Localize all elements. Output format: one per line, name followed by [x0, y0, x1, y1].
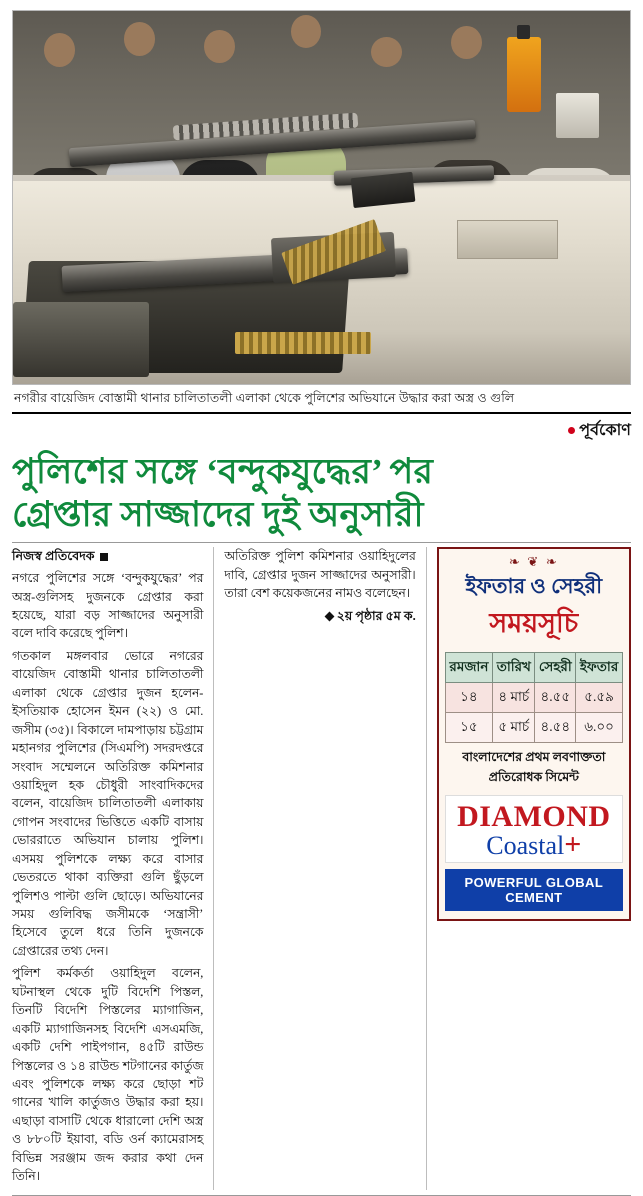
- photo-person-head: [124, 22, 155, 56]
- iftar-schedule-ad[interactable]: [437, 547, 631, 921]
- brand-tagline: POWERFUL GLOBAL CEMENT: [445, 869, 623, 911]
- article-column-2: [224, 547, 415, 1189]
- bullet-icon: [568, 427, 575, 434]
- table-header-cell: রমজান: [445, 653, 492, 683]
- column-divider: [426, 547, 427, 1189]
- photo-caption: নগরীর বায়েজিদ বোস্তামী থানার চালিতাতলী এলাকা থেকে পুলিশের অভিযানে উদ্ধার করা অস্ত্র ও গুলি: [14, 391, 515, 405]
- article-columns: [12, 547, 631, 1189]
- advertisement-column: [437, 547, 631, 1189]
- table-cell: ৪.৫৪: [535, 713, 576, 743]
- article-jump-line: [224, 607, 415, 626]
- news-photo: [12, 10, 631, 385]
- photo-scene: [13, 11, 630, 384]
- byline-square-icon: [100, 553, 108, 561]
- photo-person-head: [371, 37, 402, 67]
- article-paragraph: নগরে পুলিশের সঙ্গে ‘বন্দুকযুদ্ধের’ পর অস্ত্র-গুলিসহ দুজনকে গ্রেপ্তার করা হয়েছে, যারা বড় সাজ্জাদের অনুসারী বলে দাবি করেছে পুলিশ।: [12, 571, 204, 641]
- table-cell: ১৪: [445, 683, 492, 713]
- photo-dark-mat: [13, 302, 149, 377]
- article-paragraph: পুলিশ কর্মকর্তা ওয়াহিদুল বলেন, ঘটনাস্থল থেকে দুটি বিদেশি পিস্তল, তিনটি বিদেশি পিস্তলের ম্যাগাজিন, একটি ম্যাগাজিনসহ বিদেশি এসএমজি, একটি দেশি পাইপগান, ৪৫টি রাউন্ড পিস্তলের ও ১৪ রাউন্ড শটগানের কার্তুজ এবং পুলিশকে লক্ষ্য করে ছোড়া শট গানের খালি কার্তুজও উদ্ধার করা হয়। এছাড়া বাসাটি থেকে ধারালো দেশি অস্ত্র ও ৮৮০টি ইয়াবা, বডি ওর্ন ক্যামেরাসহ বিভিন্ন সরঞ্জাম জব্দ করার কথা দেন তিনি।: [12, 966, 204, 1184]
- brand-name-line-2: [450, 830, 618, 860]
- photo-container: [556, 93, 599, 138]
- photo-credit: পূর্বকোণ: [579, 422, 631, 439]
- page-bottom-rule: [12, 1195, 631, 1196]
- brand-logo[interactable]: [445, 795, 623, 863]
- ornament-icon: ❧ ❦ ❧: [508, 554, 559, 570]
- photo-bullets: [235, 332, 371, 354]
- table-row: [445, 683, 622, 713]
- table-header-row: [445, 653, 622, 683]
- iftar-table: [445, 652, 623, 743]
- photo-caption-band: [12, 385, 631, 414]
- table-header-cell: তারিখ: [493, 653, 535, 683]
- photo-bottle: [507, 37, 541, 112]
- ad-title-primary: ইফতার ও সেহরী: [465, 574, 603, 599]
- brand-plus-icon: +: [564, 828, 582, 862]
- page-title: [12, 451, 631, 536]
- photo-person-head: [44, 33, 75, 67]
- byline-text: নিজস্ব প্রতিবেদক: [12, 549, 95, 564]
- table-header-cell: ইফতার: [576, 653, 623, 683]
- photo-credit-row: [12, 417, 631, 444]
- jump-text: ২য় পৃষ্ঠার ৫ম ক.: [336, 608, 416, 623]
- table-cell: ১৫: [445, 713, 492, 743]
- ad-title-secondary: সময়সূচি: [489, 608, 579, 639]
- table-row: [445, 713, 622, 743]
- headline-line-2: গ্রেপ্তার সাজ্জাদের দুই অনুসারী: [12, 494, 424, 534]
- ad-subtitle: বাংলাদেশের প্রথম লবণাক্ততা প্রতিরোধক সিমেন্ট: [462, 750, 606, 785]
- headline-divider: [12, 542, 631, 543]
- photo-person-head: [451, 26, 482, 60]
- article-paragraph: অতিরিক্ত পুলিশ কমিশনার ওয়াহিদুলের দাবি, গ্রেপ্তার দুজন সাজ্জাদের অনুসারী। তারা বেশ কয়েকজনের নামও বলেছেন।: [224, 549, 416, 601]
- article-paragraph: গতকাল মঙ্গলবার ভোরে নগরের বায়েজিদ বোস্তামী থানার চালিতাতলী এলাকা থেকে গ্রেপ্তার দুজন হলেন- ইসতিয়াক হোসেন ইমন (২২) ও মো. জসীম (৩৫)। বিকালে দামপাড়ায় চট্টগ্রাম মহানগর পুলিশের (সিএমপি) সদরদপ্তরে সংবাদ সম্মেলনে অতিরিক্ত কমিশনার ওয়াহিদুল হক চৌধুরী সাংবাদিকদের বলেন, বায়েজিদ চালিতাতলী এলাকায় গোপন সংবাদের ভিত্তিতে একটি বাসায় ভোররাতে অভিযান চালায় পুলিশ। এসময় পুলিশকে লক্ষ্য করে বাসার ভেতরতে থাকা ব্যক্তিরা গুলি ছুঁড়লে পুলিশও পাল্টা গুলি ছোড়ে। অভিযানের সময় গুলিবিদ্ধ জসীমকে ‘সন্ত্রাসী’ হিসেবে তুলে ধরে তিনি দুজনকে গ্রেপ্তারের তথ্য দেন।: [12, 648, 204, 958]
- table-header-cell: সেহরী: [535, 653, 576, 683]
- table-cell: ৪.৫৫: [535, 683, 576, 713]
- article-column-1: [12, 547, 203, 1189]
- byline: [12, 547, 203, 566]
- table-cell: ৪ মার্চ: [493, 683, 535, 713]
- brand-name-line-1: DIAMOND: [457, 800, 611, 834]
- headline-line-1: পুলিশের সঙ্গে ‘বন্দুকযুদ্ধের’ পর: [12, 452, 434, 491]
- table-cell: ৬.০০: [576, 713, 623, 743]
- brand-coastal-text: Coastal: [486, 831, 565, 861]
- table-cell: ৫.৫৯: [576, 683, 623, 713]
- photo-box: [457, 220, 558, 259]
- column-divider: [213, 547, 214, 1189]
- diamond-bullet-icon: [324, 611, 334, 621]
- photo-person-head: [204, 30, 235, 64]
- table-cell: ৫ মার্চ: [493, 713, 535, 743]
